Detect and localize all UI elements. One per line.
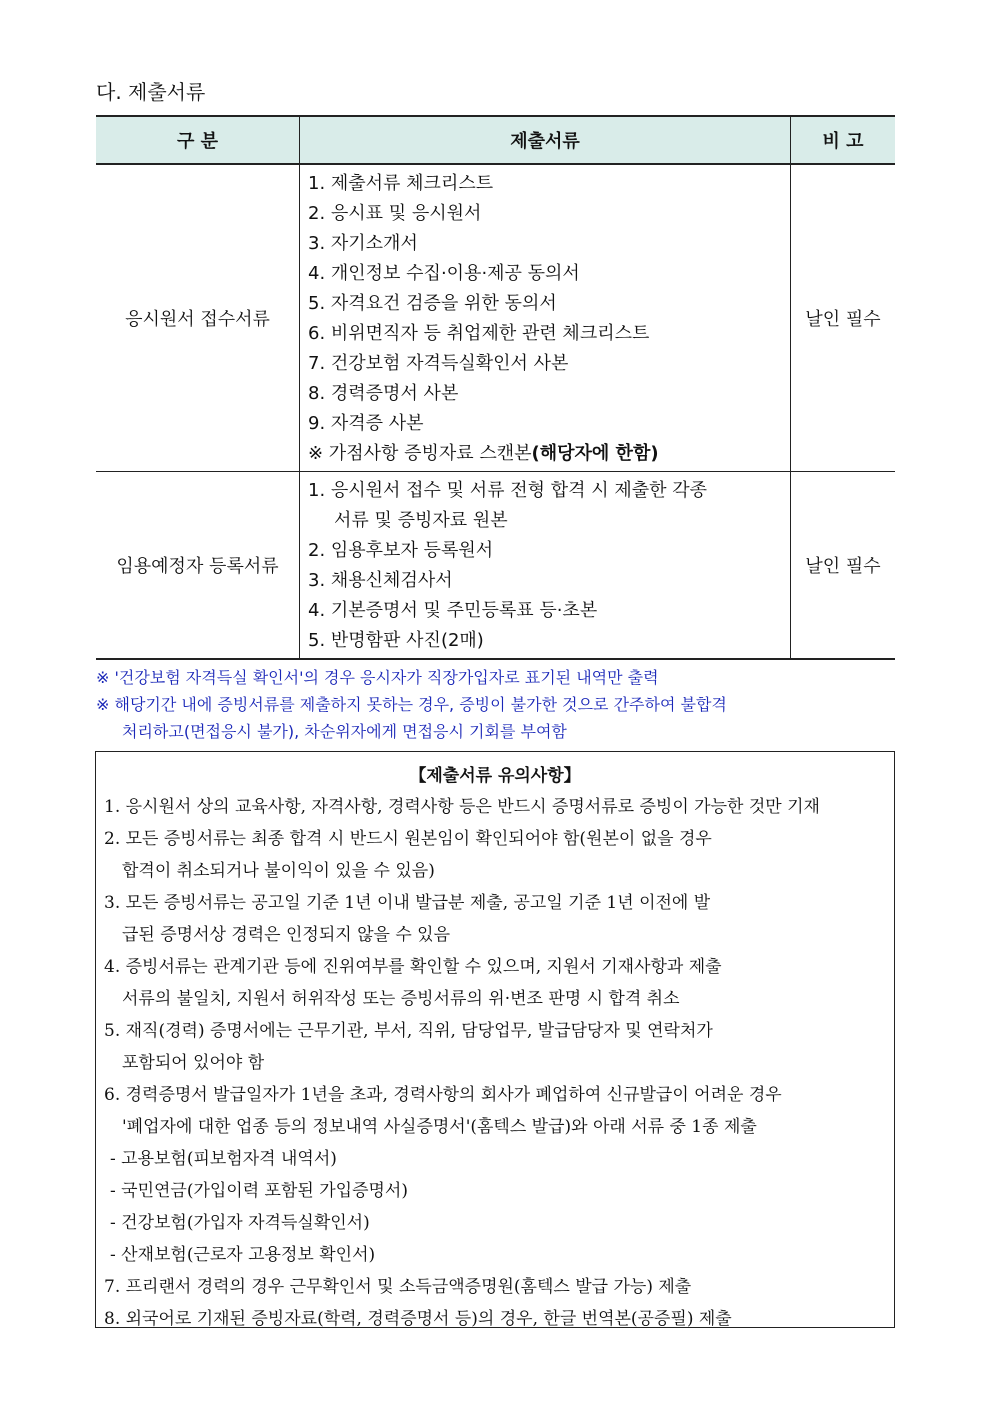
table-header-row [96, 116, 895, 164]
document-item [308, 476, 782, 536]
documents-cell [300, 164, 791, 472]
notice-line: 6. 경력증명서 발급일자가 1년을 초과, 경력사항의 회사가 폐업하여 신규발급이 어려운 경우 [104, 1085, 782, 1105]
documents-table [96, 115, 895, 660]
document-item: 3. 채용신체검사서 [308, 570, 453, 591]
notice-line-continuation: 합격이 취소되거나 불이익이 있을 수 있음) [122, 861, 435, 881]
notice-line: 1. 응시원서 상의 교육사항, 자격사항, 경력사항 등은 반드시 증명서류로 증빙이 가능한 것만 기재 [104, 797, 820, 817]
note-line: ※ 해당기간 내에 증빙서류를 제출하지 못하는 경우, 증빙이 불가한 것으로 간주하여 불합격 [96, 695, 727, 714]
extra-bold-note: (해당자에 한함) [531, 443, 659, 464]
document-item: 5. 반명함판 사진(2매) [308, 630, 484, 651]
notice-title: 【제출서류 유의사항】 [409, 766, 581, 786]
notice-bullet: - 산재보험(근로자 고용정보 확인서) [110, 1245, 376, 1265]
note-line: ※ '건강보험 자격득실 확인서'의 경우 응시자가 직장가입자로 표기된 내역만 출력 [96, 668, 659, 687]
document-item: 6. 비위면직자 등 취업제한 관련 체크리스트 [308, 323, 650, 344]
table-row [96, 164, 895, 472]
notice-line: 4. 증빙서류는 관계기관 등에 진위여부를 확인할 수 있으며, 지원서 기재사항과 제출 [104, 957, 722, 977]
notice-line-continuation: 포함되어 있어야 함 [122, 1053, 265, 1073]
note-cell: 날인 필수 [791, 164, 896, 472]
document-item-continuation: 서류 및 증빙자료 원본 [334, 510, 508, 531]
document-item: 8. 경력증명서 사본 [308, 383, 459, 404]
category-cell: 응시원서 접수서류 [96, 164, 300, 472]
document-item: 4. 개인정보 수집·이용·제공 동의서 [308, 263, 580, 284]
notice-line: 8. 외국어로 기재된 증빙자료(학력, 경력증명서 등)의 경우, 한글 번역본(공증필) 제출 [104, 1309, 732, 1329]
notice-line-continuation: 급된 증명서상 경력은 인정되지 않을 수 있음 [122, 925, 451, 945]
note-line-continuation: 처리하고(면접응시 불가), 차순위자에게 면접응시 기회를 부여함 [122, 722, 567, 741]
documents-cell [300, 472, 791, 660]
extra-prefix: ※ 가점사항 증빙자료 스캔본 [308, 443, 532, 464]
notice-line-continuation: '폐업자에 대한 업종 등의 정보내역 사실증명서'(홈텍스 발급)와 아래 서류 중 1종 제출 [122, 1117, 757, 1137]
header-category: 구 분 [96, 116, 300, 164]
notice-bullet: - 국민연금(가입이력 포함된 가입증명서) [110, 1181, 408, 1201]
document-item: 2. 임용후보자 등록원서 [308, 540, 494, 561]
category-cell: 임용예정자 등록서류 [96, 472, 300, 660]
document-item-extra [308, 439, 782, 469]
note-cell: 날인 필수 [791, 472, 896, 660]
document-item: 1. 제출서류 체크리스트 [308, 173, 494, 194]
document-item: 4. 기본증명서 및 주민등록표 등·초본 [308, 600, 598, 621]
document-item: 3. 자기소개서 [308, 233, 418, 254]
header-note: 비 고 [791, 116, 896, 164]
document-item: 7. 건강보험 자격득실확인서 사본 [308, 353, 569, 374]
section-title: 다. 제출서류 [96, 80, 206, 104]
document-item: 9. 자격증 사본 [308, 413, 424, 434]
blue-notes [96, 664, 896, 745]
notice-line-continuation: 서류의 불일치, 지원서 허위작성 또는 증빙서류의 위·변조 판명 시 합격 취소 [122, 989, 680, 1009]
notice-line: 7. 프리랜서 경력의 경우 근무확인서 및 소득금액증명원(홈텍스 발급 가능) 제출 [104, 1277, 692, 1297]
document-item: 5. 자격요건 검증을 위한 동의서 [308, 293, 557, 314]
notice-line: 5. 재직(경력) 증명서에는 근무기관, 부서, 직위, 담당업무, 발급담당자 및 연락처가 [104, 1021, 713, 1041]
notice-bullet: - 건강보험(가입자 자격득실확인서) [110, 1213, 370, 1233]
document-item: 2. 응시표 및 응시원서 [308, 203, 482, 224]
document-item-line: 1. 응시원서 접수 및 서류 전형 합격 시 제출한 각종 [308, 480, 708, 501]
notice-line: 2. 모든 증빙서류는 최종 합격 시 반드시 원본임이 확인되어야 함(원본이 없을 경우 [104, 829, 712, 849]
notice-bullet: - 고용보험(피보험자격 내역서) [110, 1149, 337, 1169]
header-documents: 제출서류 [300, 116, 791, 164]
notice-line: 3. 모든 증빙서류는 공고일 기준 1년 이내 발급분 제출, 공고일 기준 1년 이전에 발 [104, 893, 711, 913]
notice-box [95, 751, 895, 1328]
table-row [96, 472, 895, 660]
